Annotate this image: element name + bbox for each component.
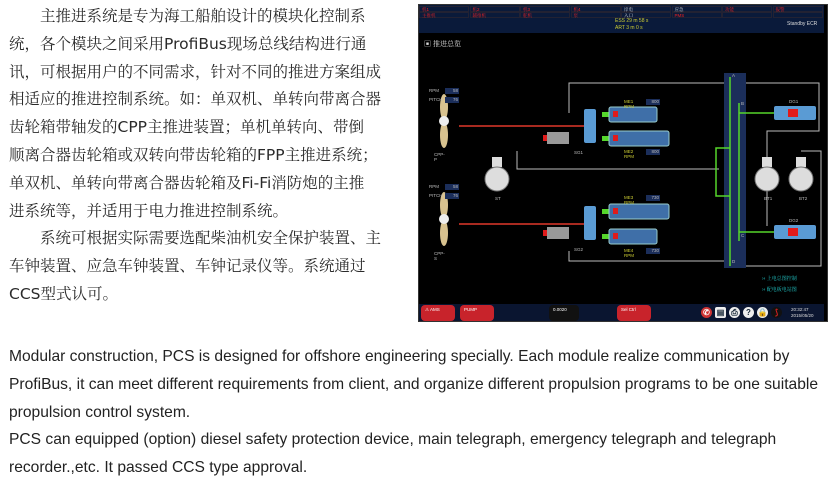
clock [791, 307, 814, 319]
trend-icon[interactable]: ▤ [716, 308, 725, 317]
header-tab[interactable]: 机3 [520, 6, 570, 12]
header-tab[interactable]: 机2 [470, 6, 520, 12]
rpm-label: RPM [429, 88, 439, 93]
diesel-generator-status [788, 109, 798, 117]
pitch-label: PITCH [429, 97, 443, 102]
english-paragraph-2: PCS can equipped (option) diesel safety protection device, main telegraph, emergency telegraph and telegraph recorder.,etc. It passed CCS type approval. [9, 431, 777, 477]
bus-label: B [741, 101, 745, 106]
cn-line: 系统可根据实际需要选配柴油机安全保护装置、主 [40, 229, 382, 248]
art-label: ART [615, 25, 625, 31]
thruster [485, 167, 509, 191]
cn-line: 齿轮箱带轴发的CPP主推进装置；单机单转向、带倒 [9, 118, 365, 137]
cn-line: 单双机、单转向带离合器齿轮箱及Fi-Fi消防炮的主推 [9, 173, 365, 192]
rpm-label: RPM [429, 184, 439, 189]
gearbox [584, 206, 596, 240]
engine-name: ME3 RPM [624, 195, 634, 205]
ams-label: AMS [430, 307, 440, 312]
pitch-label: PITCH [429, 193, 443, 198]
cn-line: 车钟装置、应急车钟装置、车钟记录仪等。系统通过 [9, 257, 366, 276]
counter-label: 0.0020 [553, 307, 567, 312]
cn-line: 统，各个模块之间采用ProfiBus现场总线结构进行通 [9, 34, 367, 53]
cn-line: 顺离合器齿轮箱或双转向带齿轮箱的FPP主推进系统； [9, 145, 378, 164]
counter-button[interactable] [549, 305, 579, 321]
coupling [602, 209, 609, 214]
logout-icon[interactable]: ⟆ [771, 307, 782, 318]
engine-rpm: 730 [646, 195, 660, 201]
legend-item[interactable]: ›› 上电总图控制 [762, 276, 797, 282]
legend-text: 配电板电站图 [766, 287, 797, 293]
header-tab[interactable]: 岸电 [621, 6, 671, 12]
ess-value: 29 m 58 s [626, 18, 649, 24]
cn-line: CCS型式认可。 [9, 284, 118, 303]
shaft-generator [547, 132, 569, 144]
english-paragraph-1: Modular construction, PCS is designed for offshore engineering specially. Each module realize communication by ProfiBus, it can meet different requirements from client, and organize different propulsion programs to be one suitable propulsion control system. [9, 348, 819, 421]
cn-line: 相适应的推进控制系统。如：单双机、单转向带离合器 [9, 90, 382, 109]
ams-button[interactable]: ⚠ AMS [421, 305, 455, 321]
mode-indicator: Standby ECR [787, 21, 818, 27]
engine-status [613, 233, 618, 239]
thruster-motor [762, 157, 772, 167]
footer-bar [419, 304, 824, 322]
cn-line: 讯，可根据用户的不同需求，针对不同的推进方案组成 [9, 62, 382, 81]
diesel-generator-name: DG1 [789, 99, 799, 104]
engine-rpm: 730 [646, 248, 660, 254]
propeller-name: CPP-S [434, 251, 445, 261]
header-tab[interactable]: 应急 [672, 6, 722, 12]
cable [517, 151, 719, 169]
pump-button[interactable] [460, 305, 494, 321]
generator-status [543, 135, 547, 141]
header-subtab[interactable]: 入口 [621, 12, 671, 18]
legend-item[interactable]: ›› 配电板电站图 [762, 287, 797, 293]
header-tab[interactable]: 机1 [419, 6, 469, 12]
thruster-name: BT1 [764, 196, 773, 201]
engine-status [613, 111, 618, 117]
propeller-name: CPP-P [434, 152, 445, 162]
coupling [602, 136, 609, 141]
rpm-value: 58 [445, 184, 459, 190]
cn-line: 进系统等，并适用于电力推进控制系统。 [9, 201, 289, 220]
engine-rpm: 800 [646, 149, 660, 155]
header-tab[interactable]: 功能 [722, 6, 772, 12]
coupling [602, 234, 609, 239]
header-subtab[interactable]: 泵 [571, 12, 621, 18]
header-subtab[interactable]: 主推机 [419, 12, 469, 18]
alarm-silence-icon[interactable]: ✆ [701, 307, 712, 318]
diesel-generator-status [788, 228, 798, 236]
help-icon[interactable]: ? [743, 307, 754, 318]
header-tab[interactable]: 机4 [571, 6, 621, 12]
propeller-hub [439, 116, 449, 126]
gearbox [584, 109, 596, 143]
generator-status [543, 230, 547, 236]
engine-name: ME2 RPM [624, 149, 634, 159]
date: 2015/05/20 [791, 313, 814, 318]
cable [746, 83, 819, 226]
rpm-value: 58 [445, 88, 459, 94]
header-subtab[interactable] [722, 12, 772, 18]
diesel-generator-name: DG2 [789, 218, 799, 223]
pump-label: PUMP [464, 307, 478, 312]
engine-name: ME4 RPM [624, 248, 634, 258]
cn-line: 主推进系统是专为海工船舶设计的模块化控制系 [40, 7, 366, 25]
view-title-text: 推进总览 [432, 41, 461, 48]
engine-status [613, 208, 618, 214]
thruster [789, 167, 813, 191]
print-icon[interactable]: ⎙ [729, 307, 740, 318]
sel-ctrl-button[interactable] [617, 305, 651, 321]
thruster-name: ST [495, 196, 501, 201]
propeller-hub [439, 214, 449, 224]
bus-label: A [732, 73, 736, 78]
engine-name: ME1 RPM [624, 99, 634, 109]
thruster [755, 167, 779, 191]
ess-label: ESS [615, 18, 626, 24]
thruster-name: BT2 [799, 196, 808, 201]
engine-rpm: 800 [646, 99, 660, 105]
cable [746, 151, 821, 266]
pitch-value: 76 [445, 193, 459, 199]
header-subtab[interactable]: 辅推机 [470, 12, 520, 18]
legend-text: 上电总图控制 [766, 276, 797, 282]
art-value: 3 m 0 s [626, 25, 643, 31]
engine-status [613, 135, 618, 141]
coupling [602, 112, 609, 117]
chinese-description [9, 3, 409, 309]
english-description [9, 343, 824, 482]
propulsion-diagram [419, 51, 824, 301]
sel-ctrl-label: Sel Ctrl [621, 307, 636, 312]
header-subtab[interactable]: 舵机 [520, 12, 570, 18]
propulsion-control-screenshot [418, 4, 828, 322]
time: 20:32:47 [791, 307, 809, 312]
bus-label: C [741, 233, 745, 238]
pitch-value: 76 [445, 97, 459, 103]
header-subtab[interactable] [773, 12, 823, 18]
generator-name: SG1 [574, 150, 584, 155]
thruster-motor [492, 157, 502, 167]
bus-label: D [732, 259, 736, 264]
header-tab[interactable]: 报警 [773, 6, 823, 12]
header-subtab[interactable]: PMS [672, 12, 722, 18]
lock-icon[interactable]: 🔒 [757, 308, 768, 317]
shaft-generator [547, 227, 569, 239]
generator-name: SG2 [574, 247, 584, 252]
view-title: ▣ 推进总览 [424, 41, 461, 48]
thruster-motor [796, 157, 806, 167]
